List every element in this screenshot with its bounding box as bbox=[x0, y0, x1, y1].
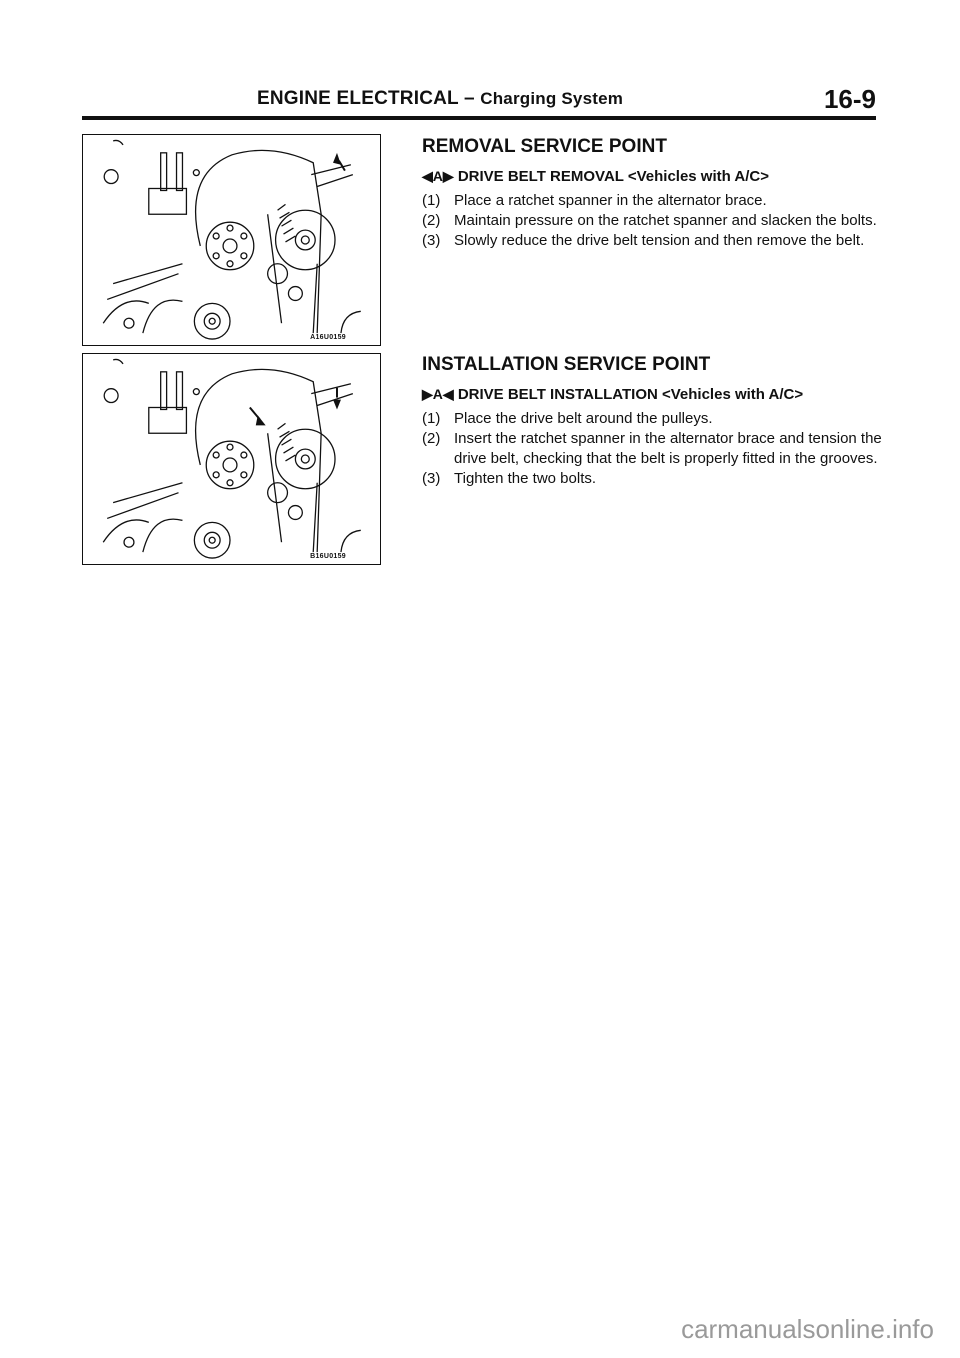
installation-section bbox=[422, 354, 882, 489]
step-number: (3) bbox=[422, 232, 441, 249]
list-item bbox=[422, 191, 882, 211]
figure-code: A16U0159 bbox=[310, 334, 346, 341]
installation-steps bbox=[422, 409, 882, 489]
header-title-main: ENGINE ELECTRICAL – bbox=[257, 88, 475, 109]
list-item bbox=[422, 409, 882, 429]
removal-section bbox=[422, 136, 882, 251]
removal-steps bbox=[422, 191, 882, 251]
removal-marker: ◀A▶ bbox=[422, 168, 454, 184]
step-text: Insert the ratchet spanner in the alternator brace and tension the drive belt, checking that the belt is properly fitted in the grooves. bbox=[454, 430, 882, 467]
step-text: Slowly reduce the drive belt tension and then remove the belt. bbox=[454, 232, 865, 249]
page-header bbox=[82, 86, 876, 114]
list-item bbox=[422, 429, 882, 469]
list-item bbox=[422, 231, 882, 251]
list-item bbox=[422, 469, 882, 489]
step-number: (1) bbox=[422, 192, 441, 209]
removal-subtitle bbox=[422, 168, 882, 185]
figure-removal bbox=[82, 134, 381, 346]
step-text: Place a ratchet spanner in the alternator brace. bbox=[454, 192, 767, 209]
step-text: Maintain pressure on the ratchet spanner and slacken the bolts. bbox=[454, 212, 877, 229]
installation-subtitle bbox=[422, 386, 882, 403]
installation-marker: ▶A◀ bbox=[422, 386, 454, 402]
removal-title: REMOVAL SERVICE POINT bbox=[422, 136, 667, 157]
watermark: carmanualsonline.info bbox=[681, 1314, 934, 1344]
installation-subtitle-text: DRIVE BELT INSTALLATION <Vehicles with A/C> bbox=[457, 386, 804, 403]
figure-code: B16U0159 bbox=[310, 553, 346, 560]
step-number: (3) bbox=[422, 470, 441, 487]
header-rule bbox=[82, 116, 876, 120]
figure-installation bbox=[82, 353, 381, 565]
step-text: Tighten the two bolts. bbox=[454, 470, 597, 487]
step-number: (2) bbox=[422, 430, 441, 447]
header-title-sub: Charging System bbox=[480, 89, 624, 108]
removal-subtitle-text: DRIVE BELT REMOVAL <Vehicles with A/C> bbox=[457, 168, 770, 185]
step-number: (2) bbox=[422, 212, 441, 229]
page-number: 16-9 bbox=[823, 84, 876, 114]
header-title bbox=[257, 88, 623, 110]
engine-belt-diagram-installation bbox=[83, 354, 380, 564]
engine-belt-diagram-removal bbox=[83, 135, 380, 345]
list-item bbox=[422, 211, 882, 231]
installation-title: INSTALLATION SERVICE POINT bbox=[422, 354, 711, 375]
step-number: (1) bbox=[422, 410, 441, 427]
step-text: Place the drive belt around the pulleys. bbox=[454, 410, 713, 427]
